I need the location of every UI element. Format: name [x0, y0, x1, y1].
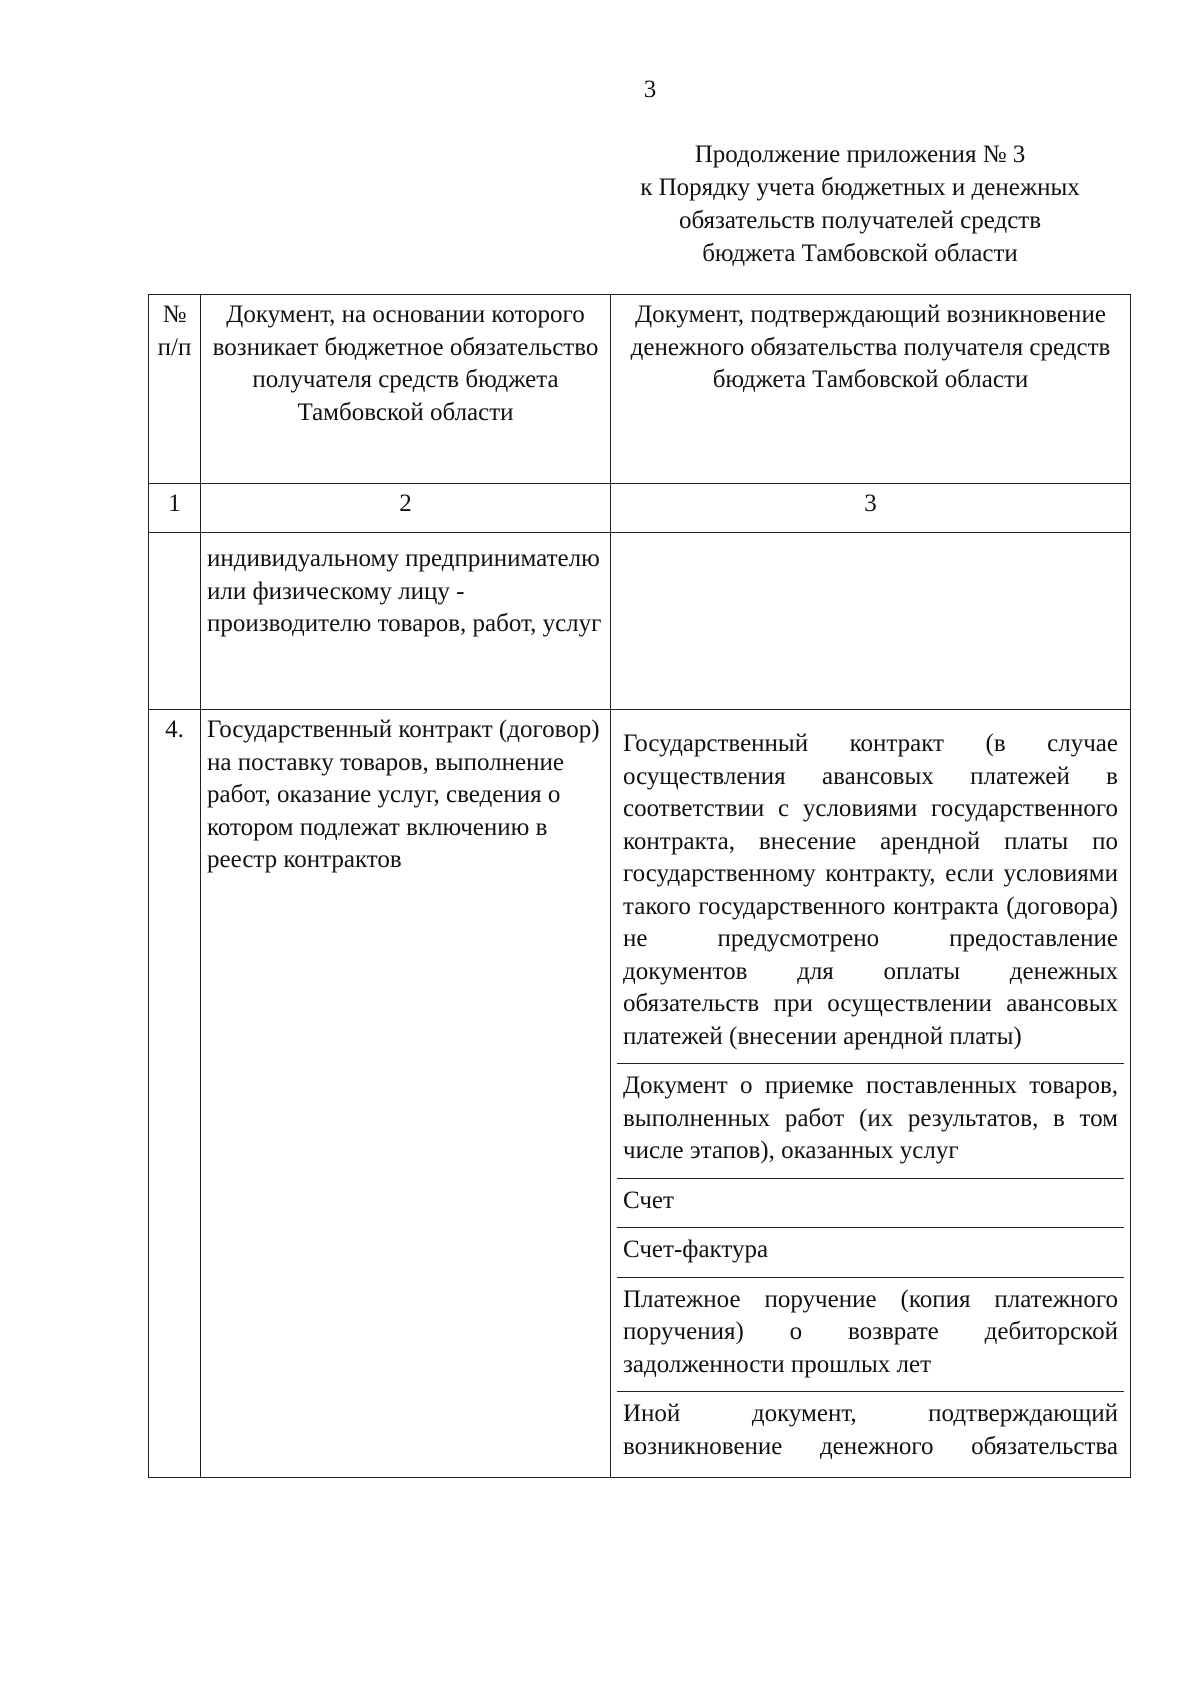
appendix-header-line: Продолжение приложения № 3 [694, 141, 1026, 168]
appendix-header-line: обязательств получателей средств [678, 207, 1042, 234]
table-row [149, 533, 1131, 710]
column-number: 3 [611, 484, 1131, 533]
basis-document-cell: Государственный контракт (договор) на поставку товаров, выполнение работ, оказание услуг, сведения о котором подлежат включению в реестр контрактов [201, 710, 611, 1478]
obligations-table [148, 294, 1131, 1478]
table-row [149, 710, 1131, 1478]
basis-document-cell: индивидуальному предпринимателю или физическому лицу - производителю товаров, работ, услуг [201, 533, 611, 710]
confirming-document-item: Платежное поручение (копия платежного поручения) о возврате дебиторской задолженности прошлых лет [617, 1278, 1124, 1393]
column-number-row [149, 484, 1131, 533]
column-header-basis-document: Документ, на основании которого возникает бюджетное обязательство получателя средств бюджета Тамбовской области [201, 295, 611, 484]
appendix-header [600, 138, 1120, 270]
page-number: 3 [643, 76, 657, 103]
column-number: 2 [201, 484, 611, 533]
confirming-document-cell [611, 533, 1131, 710]
table-header-row [149, 295, 1131, 484]
column-number: 1 [149, 484, 201, 533]
confirming-document-item: Счет-фактура [617, 1228, 1124, 1278]
row-number-cell: 4. [149, 710, 201, 1478]
column-header-confirming-document: Документ, подтверждающий возникновение денежного обязательства получателя средств бюджета Тамбовской области [611, 295, 1131, 484]
column-header-number: № п/п [149, 295, 201, 484]
appendix-header-line: бюджета Тамбовской области [702, 240, 1018, 267]
confirming-document-item: Государственный контракт (в случае осуществления авансовых платежей в соответствии с условиями государственного контракта, внесение арендной платы по государственному контракту, если условиями такого государственного контракта (договора) не предусмотрено предоставление документов для оплаты денежных обязательств при осуществлении авансовых платежей (внесении арендной платы) [617, 714, 1124, 1064]
confirming-document-item: Иной документ, подтверждающий возникновение денежного обязательства [623, 1400, 1118, 1460]
row-number-cell [149, 533, 201, 710]
appendix-header-line: к Порядку учета бюджетных и денежных [640, 174, 1080, 201]
confirming-document-item: Счет [617, 1179, 1124, 1229]
confirming-documents-cell [611, 710, 1131, 1478]
confirming-document-item: Документ о приемке поставленных товаров, выполненных работ (их результатов, в том числе этапов), оказанных услуг [617, 1064, 1124, 1179]
